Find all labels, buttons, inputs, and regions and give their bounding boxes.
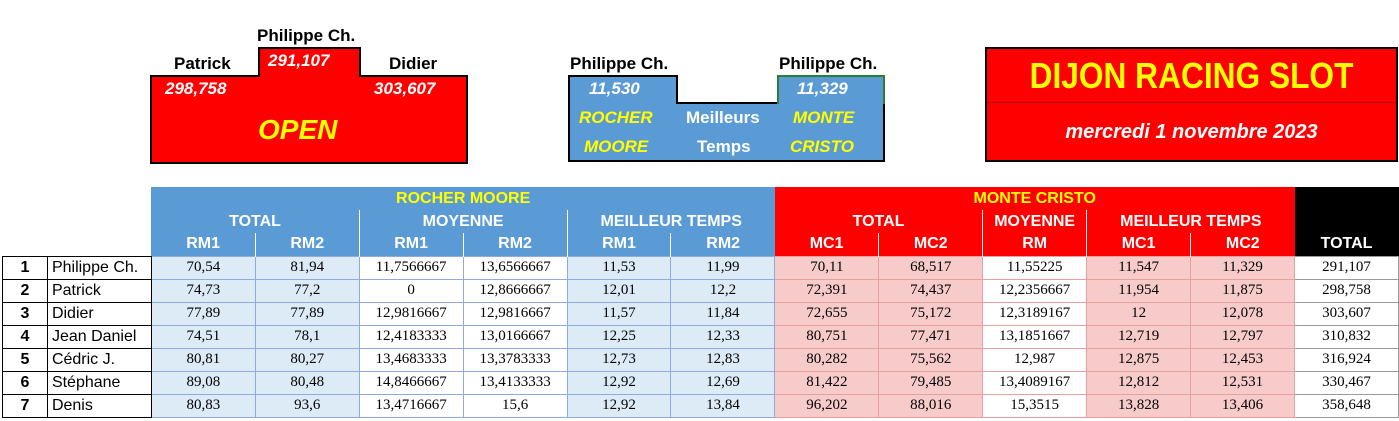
header-total-blank	[1295, 187, 1399, 233]
rm-total-rm2: 77,89	[255, 302, 359, 325]
driver-name-cell: Didier	[47, 302, 151, 325]
rm-total-rm1: 74,51	[151, 325, 255, 348]
rm-best-rm1: 11,57	[567, 302, 671, 325]
header-blank	[3, 210, 48, 233]
driver-name-cell: Patrick	[47, 279, 151, 302]
grand-total-cell: 358,648	[1295, 394, 1399, 417]
mc-moyenne-rm: 11,55225	[983, 256, 1087, 279]
mc-best-mc2: 12,078	[1191, 302, 1295, 325]
rank-cell: 4	[3, 325, 48, 348]
header-row-groups	[3, 187, 1399, 210]
mc-total-mc2: 75,562	[879, 348, 983, 371]
mc-best-mc1: 12	[1087, 302, 1191, 325]
grand-total-cell: 298,758	[1295, 279, 1399, 302]
header-blank	[3, 187, 48, 210]
grand-total-cell: 316,924	[1295, 348, 1399, 371]
mc-total-mc1: 72,391	[775, 279, 879, 302]
mc-moyenne-rm: 15,3515	[983, 394, 1087, 417]
rm-total-rm2: 81,94	[255, 256, 359, 279]
podium-first-name: Philippe Ch.	[257, 26, 356, 45]
best-time-left-track-2: MOORE	[584, 137, 649, 156]
rm-total-rm1: 77,89	[151, 302, 255, 325]
mc-total-mc1: 81,422	[775, 371, 879, 394]
rm-moyenne-rm2: 12,8666667	[463, 279, 567, 302]
best-time-left-track-1: ROCHER	[579, 108, 653, 127]
rm-total-rm1: 80,81	[151, 348, 255, 371]
rm-moyenne-rm1: 14,8466667	[359, 371, 463, 394]
header-monte-cristo: MONTE CRISTO	[775, 187, 1295, 210]
table-row	[3, 325, 1399, 348]
mc-best-mc1: 11,954	[1087, 279, 1191, 302]
results-table	[2, 187, 1399, 418]
event-title-box	[985, 47, 1398, 162]
mc-best-mc1: 12,812	[1087, 371, 1191, 394]
mc-moyenne-rm: 12,987	[983, 348, 1087, 371]
mc-total-mc2: 79,485	[879, 371, 983, 394]
mc-best-mc2: 11,329	[1191, 256, 1295, 279]
column-header: RM2	[255, 233, 359, 256]
table-row	[3, 371, 1399, 394]
mc-best-mc1: 13,828	[1087, 394, 1191, 417]
mc-total-mc1: 72,655	[775, 302, 879, 325]
rm-total-rm1: 70,54	[151, 256, 255, 279]
mc-best-mc1: 12,875	[1087, 348, 1191, 371]
rm-best-rm2: 12,69	[671, 371, 775, 394]
header-rm-moyenne: MOYENNE	[359, 210, 567, 233]
rank-cell: 6	[3, 371, 48, 394]
column-header: MC2	[1191, 233, 1295, 256]
mc-best-mc2: 12,531	[1191, 371, 1295, 394]
mc-total-mc2: 88,016	[879, 394, 983, 417]
column-header-total: TOTAL	[1295, 233, 1399, 256]
mc-total-mc1: 70,11	[775, 256, 879, 279]
mc-moyenne-rm: 12,3189167	[983, 302, 1087, 325]
column-header: RM	[983, 233, 1087, 256]
header-blank	[47, 210, 151, 233]
rank-cell: 5	[3, 348, 48, 371]
column-header: RM1	[359, 233, 463, 256]
rm-best-rm1: 12,92	[567, 394, 671, 417]
rm-moyenne-rm2: 13,6566667	[463, 256, 567, 279]
mc-total-mc2: 75,172	[879, 302, 983, 325]
podium-third-name: Didier	[389, 54, 438, 73]
header-mc-total: TOTAL	[775, 210, 983, 233]
driver-name-cell: Stéphane	[47, 371, 151, 394]
mc-total-mc1: 96,202	[775, 394, 879, 417]
rm-total-rm1: 89,08	[151, 371, 255, 394]
rm-best-rm1: 12,25	[567, 325, 671, 348]
rm-moyenne-rm1: 13,4683333	[359, 348, 463, 371]
best-time-right-value: 11,329	[797, 79, 848, 98]
rm-moyenne-rm1: 13,4716667	[359, 394, 463, 417]
rank-cell: 2	[3, 279, 48, 302]
column-header: MC1	[775, 233, 879, 256]
column-header: RM1	[151, 233, 255, 256]
mc-best-mc1: 11,547	[1087, 256, 1191, 279]
header-row-sections	[3, 210, 1399, 233]
mc-best-mc2: 11,875	[1191, 279, 1295, 302]
rm-total-rm2: 93,6	[255, 394, 359, 417]
mc-best-mc2: 12,453	[1191, 348, 1295, 371]
rm-best-rm2: 12,33	[671, 325, 775, 348]
rank-cell: 3	[3, 302, 48, 325]
header-mc-moyenne: MOYENNE	[983, 210, 1087, 233]
driver-name-cell: Philippe Ch.	[47, 256, 151, 279]
mc-best-mc1: 12,719	[1087, 325, 1191, 348]
rm-total-rm2: 78,1	[255, 325, 359, 348]
rm-best-rm1: 12,01	[567, 279, 671, 302]
table-row	[3, 279, 1399, 302]
rm-moyenne-rm2: 13,4133333	[463, 371, 567, 394]
rm-best-rm1: 11,53	[567, 256, 671, 279]
title-separator	[987, 102, 1396, 103]
event-title: DIJON RACING SLOT	[1029, 55, 1354, 96]
podium-joint	[260, 74, 359, 78]
rm-total-rm1: 74,73	[151, 279, 255, 302]
header-rm-total: TOTAL	[151, 210, 359, 233]
driver-name-cell: Denis	[47, 394, 151, 417]
podium-second-name: Patrick	[174, 54, 231, 73]
table-row	[3, 256, 1399, 279]
rm-best-rm2: 12,83	[671, 348, 775, 371]
rm-best-rm2: 11,99	[671, 256, 775, 279]
grand-total-cell: 291,107	[1295, 256, 1399, 279]
best-time-left-name: Philippe Ch.	[570, 54, 669, 73]
best-time-right-track-2: CRISTO	[790, 137, 854, 156]
header-blank	[47, 233, 151, 256]
column-header: MC2	[879, 233, 983, 256]
header-rocher-moore: ROCHER MOORE	[151, 187, 775, 210]
header-blank	[3, 233, 48, 256]
rm-moyenne-rm1: 12,4183333	[359, 325, 463, 348]
table-row	[3, 348, 1399, 371]
rank-cell: 1	[3, 256, 48, 279]
driver-name-cell: Jean Daniel	[47, 325, 151, 348]
column-header: RM1	[567, 233, 671, 256]
rm-best-rm2: 13,84	[671, 394, 775, 417]
rm-best-rm1: 12,92	[567, 371, 671, 394]
table-row	[3, 394, 1399, 417]
best-time-middle-2: Temps	[697, 137, 751, 156]
mc-total-mc2: 77,471	[879, 325, 983, 348]
mc-moyenne-rm: 13,1851667	[983, 325, 1087, 348]
column-header: RM2	[671, 233, 775, 256]
column-header: MC1	[1087, 233, 1191, 256]
best-time-left-value: 11,530	[589, 79, 640, 98]
rm-total-rm2: 77,2	[255, 279, 359, 302]
rm-total-rm2: 80,48	[255, 371, 359, 394]
rm-moyenne-rm2: 13,0166667	[463, 325, 567, 348]
header-row-columns	[3, 233, 1399, 256]
rm-moyenne-rm2: 12,9816667	[463, 302, 567, 325]
mc-total-mc2: 74,437	[879, 279, 983, 302]
rm-moyenne-rm2: 15,6	[463, 394, 567, 417]
mc-moyenne-rm: 12,2356667	[983, 279, 1087, 302]
rm-total-rm1: 80,83	[151, 394, 255, 417]
column-header: RM2	[463, 233, 567, 256]
grand-total-cell: 303,607	[1295, 302, 1399, 325]
podium-second-score: 298,758	[165, 79, 227, 98]
mc-moyenne-rm: 13,4089167	[983, 371, 1087, 394]
rm-moyenne-rm1: 0	[359, 279, 463, 302]
rm-best-rm2: 12,2	[671, 279, 775, 302]
mc-total-mc1: 80,282	[775, 348, 879, 371]
grand-total-cell: 310,832	[1295, 325, 1399, 348]
header-mc-best: MEILLEUR TEMPS	[1087, 210, 1295, 233]
rm-moyenne-rm1: 11,7566667	[359, 256, 463, 279]
rm-total-rm2: 80,27	[255, 348, 359, 371]
podium-open-label: OPEN	[258, 114, 338, 145]
driver-name-cell: Cédric J.	[47, 348, 151, 371]
rm-moyenne-rm2: 13,3783333	[463, 348, 567, 371]
table-row	[3, 302, 1399, 325]
header-rm-best: MEILLEUR TEMPS	[567, 210, 775, 233]
mc-total-mc2: 68,517	[879, 256, 983, 279]
best-time-right-name: Philippe Ch.	[779, 54, 878, 73]
mc-best-mc2: 12,797	[1191, 325, 1295, 348]
rm-moyenne-rm1: 12,9816667	[359, 302, 463, 325]
rm-best-rm1: 12,73	[567, 348, 671, 371]
best-time-right-track-1: MONTE	[793, 108, 855, 127]
best-time-divider-left	[676, 75, 678, 104]
rank-cell: 7	[3, 394, 48, 417]
mc-total-mc1: 80,751	[775, 325, 879, 348]
results-body	[3, 256, 1399, 417]
rm-best-rm2: 11,84	[671, 302, 775, 325]
best-time-notch-line	[676, 102, 779, 104]
header-blank	[47, 187, 151, 210]
mc-best-mc2: 13,406	[1191, 394, 1295, 417]
grand-total-cell: 330,467	[1295, 371, 1399, 394]
event-date: mercredi 1 novembre 2023	[1065, 121, 1318, 143]
podium-first-score: 291,107	[268, 51, 330, 70]
podium-third-score: 303,607	[374, 79, 436, 98]
best-time-middle-1: Meilleurs	[686, 108, 760, 127]
